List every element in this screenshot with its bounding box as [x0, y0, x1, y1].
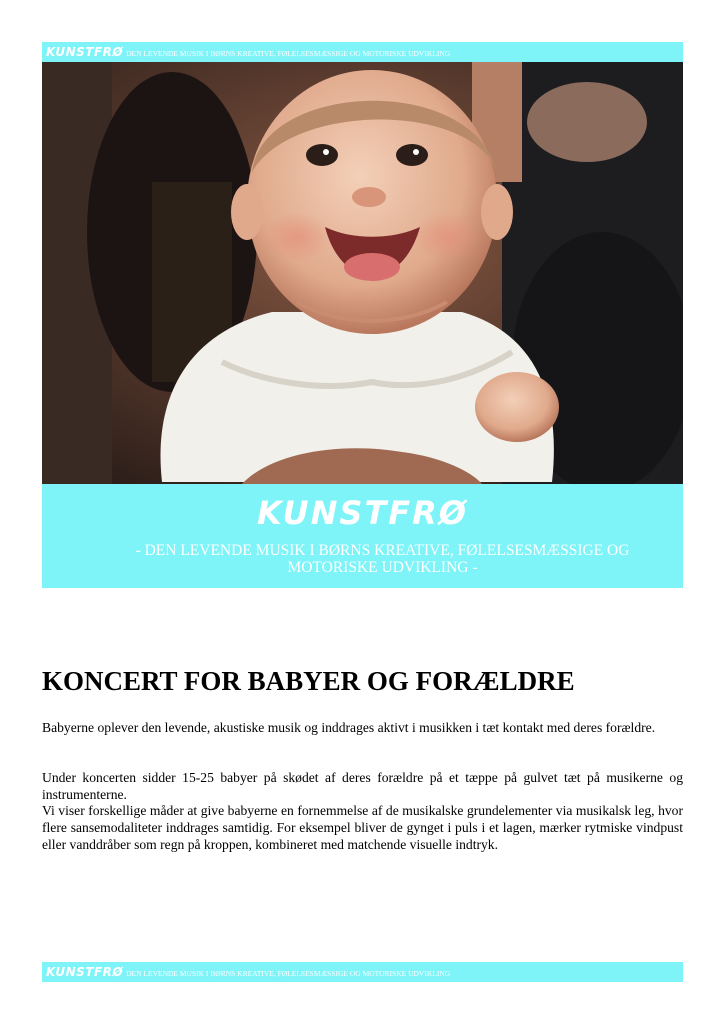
article-title: KONCERT FOR BABYER OG FORÆLDRE [42, 666, 575, 696]
footer-bar [42, 962, 683, 982]
banner-tagline: - DEN LEVENDE MUSIK I BØRNS KREATIVE, FØLELSESMÆSSIGE OG MOTORISKE UDVIKLING - [135, 542, 630, 576]
hero-photo [42, 62, 683, 484]
header-tagline: DEN LEVENDE MUSIK I BØRNS KREATIVE, FØLELSESMÆSSIGE OG MOTORISKE UDVIKLING [126, 48, 451, 58]
article-paragraph: Vi viser forskellige måder at give babyerne en fornemmelse af de musikalske grundelementer via musikalsk leg, hvor flere sansemodaliteter inddrages samtidig. For eksempel bliver de gynget i puls i et lagen, mærker rytmiske vindpust eller vanddråber som regn på kroppen, kombineret med matchende visuelle indtryk. [42, 803, 683, 852]
header-logo: KUNSTFRØ [46, 45, 124, 59]
header-bar [42, 42, 683, 62]
article-paragraph: Babyerne oplever den levende, akustiske musik og inddrages aktivt i musikken i tæt kontakt med deres forældre. [42, 720, 656, 735]
footer-tagline: DEN LEVENDE MUSIK I BØRNS KREATIVE, FØLELSESMÆSSIGE OG MOTORISKE UDVIKLING [126, 968, 451, 978]
footer-logo: KUNSTFRØ [46, 965, 124, 979]
banner-logo: KUNSTFRØ [257, 494, 468, 532]
baby-photo-illustration [42, 62, 683, 484]
title-banner [42, 484, 683, 588]
article-paragraph: Under koncerten sidder 15-25 babyer på skødet af deres forældre på et tæppe på gulvet tæt på musikerne og instrumenterne. [42, 770, 683, 802]
